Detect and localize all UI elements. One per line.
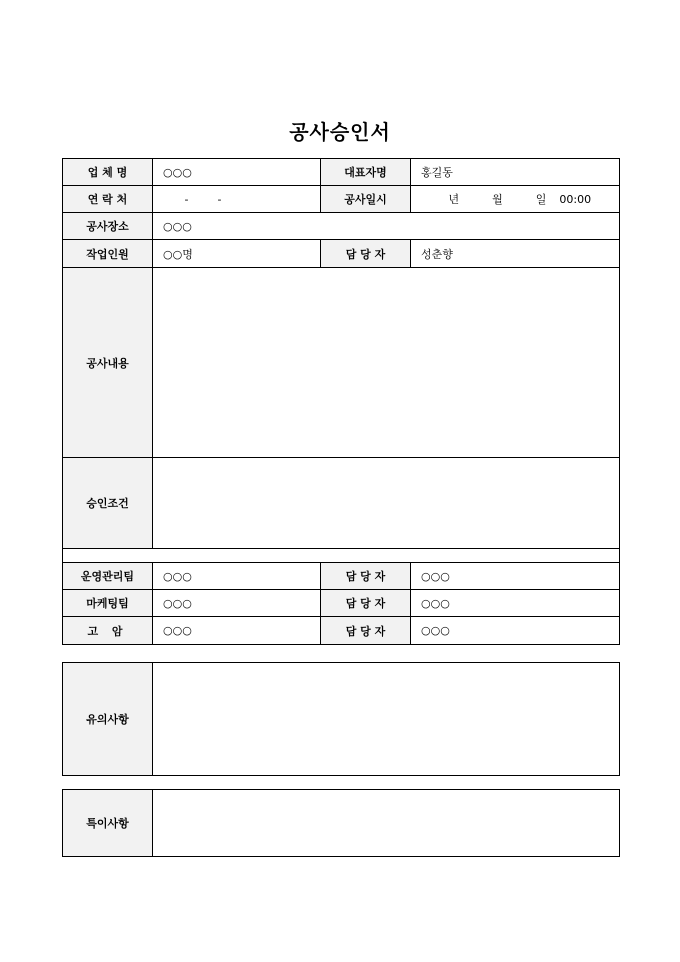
company-label: 업 체 명 <box>63 159 153 186</box>
date-value[interactable] <box>411 186 620 213</box>
place-value[interactable]: ○○○ <box>153 213 620 240</box>
manager-value[interactable]: 성춘향 <box>411 240 620 268</box>
content-area[interactable] <box>153 268 620 458</box>
approval-row <box>63 617 620 645</box>
approval-dept-label: 운영관리팀 <box>63 563 153 590</box>
main-form-table <box>62 158 620 645</box>
date-year: 년 <box>448 193 460 206</box>
approval-dept-label: 고 암 <box>63 617 153 645</box>
date-month: 월 <box>492 193 503 206</box>
special-area[interactable] <box>153 790 620 857</box>
approval-dept-value[interactable]: ○○○ <box>153 617 321 645</box>
approval-manager-value[interactable]: ○○○ <box>411 563 620 590</box>
place-label: 공사장소 <box>63 213 153 240</box>
date-day: 일 <box>535 193 547 206</box>
special-label: 특이사항 <box>63 790 153 857</box>
approval-dept-label: 마케팅팀 <box>63 590 153 617</box>
approval-manager-label: 담 당 자 <box>321 563 411 590</box>
workers-value[interactable]: ○○명 <box>153 240 321 268</box>
page-title: 공사승인서 <box>289 120 391 144</box>
date-time: 00:00 <box>559 193 592 206</box>
caution-area[interactable] <box>153 663 620 776</box>
approval-manager-value[interactable]: ○○○ <box>411 590 620 617</box>
company-value[interactable]: ○○○ <box>153 159 321 186</box>
content-label: 공사내용 <box>63 268 153 458</box>
manager-label: 담 당 자 <box>321 240 411 268</box>
divider-row <box>63 549 620 563</box>
date-label: 공사일시 <box>321 186 411 213</box>
special-table <box>62 789 620 857</box>
approval-manager-label: 담 당 자 <box>321 617 411 645</box>
approval-row <box>63 563 620 590</box>
workers-label: 작업인원 <box>63 240 153 268</box>
approval-dept-value[interactable]: ○○○ <box>153 563 321 590</box>
representative-label: 대표자명 <box>321 159 411 186</box>
contact-dash-2: - <box>217 192 222 206</box>
caution-table <box>62 662 620 776</box>
condition-area[interactable] <box>153 458 620 549</box>
approval-dept-value[interactable]: ○○○ <box>153 590 321 617</box>
representative-value[interactable]: 홍길동 <box>411 159 620 186</box>
contact-dash-1: - <box>184 192 189 206</box>
condition-label: 승인조건 <box>63 458 153 549</box>
approval-row <box>63 590 620 617</box>
contact-label: 연 락 처 <box>63 186 153 213</box>
approval-manager-value[interactable]: ○○○ <box>411 617 620 645</box>
approval-manager-label: 담 당 자 <box>321 590 411 617</box>
caution-label: 유의사항 <box>63 663 153 776</box>
contact-value[interactable] <box>153 186 321 213</box>
